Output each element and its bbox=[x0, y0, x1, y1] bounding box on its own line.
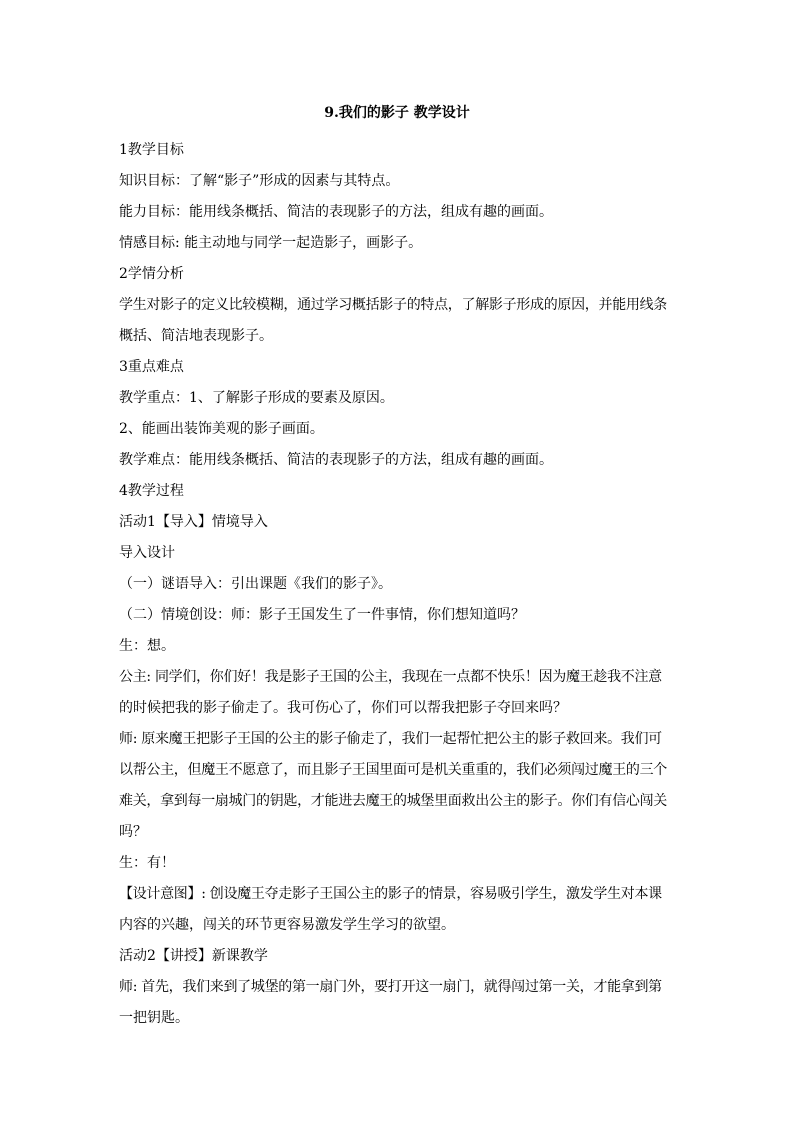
paragraph-line: 教学重点：1、了解影子形成的要素及原因。 bbox=[119, 390, 394, 406]
paragraph-line: 情感目标: 能主动地与同学一起造影子，画影子。 bbox=[119, 235, 423, 251]
paragraph-line: 生：想。 bbox=[119, 638, 175, 654]
heading-student-analysis: 2学情分析 bbox=[119, 266, 184, 282]
activity-heading: 活动2【讲授】新课教学 bbox=[119, 948, 268, 964]
paragraph-line: 概括、简洁地表现影子。 bbox=[119, 328, 273, 344]
paragraph-line: 公主: 同学们，你们好！我是影子王国的公主，我现在一点都不快乐！因为魔王趁我不注意 bbox=[119, 669, 662, 685]
paragraph-line: 生：有！ bbox=[119, 855, 175, 871]
paragraph-line: 师: 首先，我们来到了城堡的第一扇门外，要打开这一扇门，就得闯过第一关，才能拿到第 bbox=[119, 979, 662, 995]
document-title: 9.我们的影子 教学设计 bbox=[324, 105, 470, 121]
paragraph-line: 一把钥匙。 bbox=[119, 1010, 189, 1026]
heading-teaching-process: 4教学过程 bbox=[119, 483, 184, 499]
paragraph-line: 学生对影子的定义比较模糊，通过学习概括影子的特点，了解影子形成的原因，并能用线条 bbox=[119, 297, 667, 313]
paragraph-line: 内容的兴趣，闯关的环节更容易激发学生学习的欲望。 bbox=[119, 917, 455, 933]
paragraph-line: （一）谜语导入：引出课题《我们的影子》。 bbox=[119, 576, 392, 592]
paragraph-line: 难关，拿到每一扇城门的钥匙，才能进去魔王的城堡里面救出公主的影子。你们有信心闯关 bbox=[119, 793, 667, 809]
paragraph-line: 的时候把我的影子偷走了。我可伤心了，你们可以帮我把影子夺回来吗？ bbox=[119, 700, 567, 716]
activity-heading: 活动1【导入】情境导入 bbox=[119, 514, 268, 530]
document-body bbox=[119, 135, 679, 1034]
paragraph-line: 导入设计 bbox=[119, 545, 175, 561]
heading-teaching-goals: 1教学目标 bbox=[119, 142, 184, 158]
paragraph-line: 以帮公主，但魔王不愿意了，而且影子王国里面可是机关重重的，我们必须闯过魔王的三个 bbox=[119, 762, 667, 778]
paragraph-line: 吗？ bbox=[119, 824, 147, 840]
paragraph-line: 知识目标：了解“影子”形成的因素与其特点。 bbox=[119, 173, 400, 189]
paragraph-line: 能力目标：能用线条概括、简洁的表现影子的方法，组成有趣的画面。 bbox=[119, 204, 553, 220]
paragraph-line: 教学难点：能用线条概括、简洁的表现影子的方法，组成有趣的画面。 bbox=[119, 452, 553, 468]
paragraph-line: （二）情境创设：师：影子王国发生了一件事情，你们想知道吗？ bbox=[119, 607, 525, 623]
paragraph-line: 师: 原来魔王把影子王国的公主的影子偷走了，我们一起帮忙把公主的影子救回来。我们可 bbox=[119, 731, 662, 747]
paragraph-line: 【设计意图】: 创设魔王夺走影子王国公主的影子的情景，容易吸引学生，激发学生对本课 bbox=[119, 886, 662, 902]
paragraph-line: 2、能画出装饰美观的影子画面。 bbox=[119, 421, 324, 437]
heading-key-points: 3重点难点 bbox=[119, 359, 184, 375]
